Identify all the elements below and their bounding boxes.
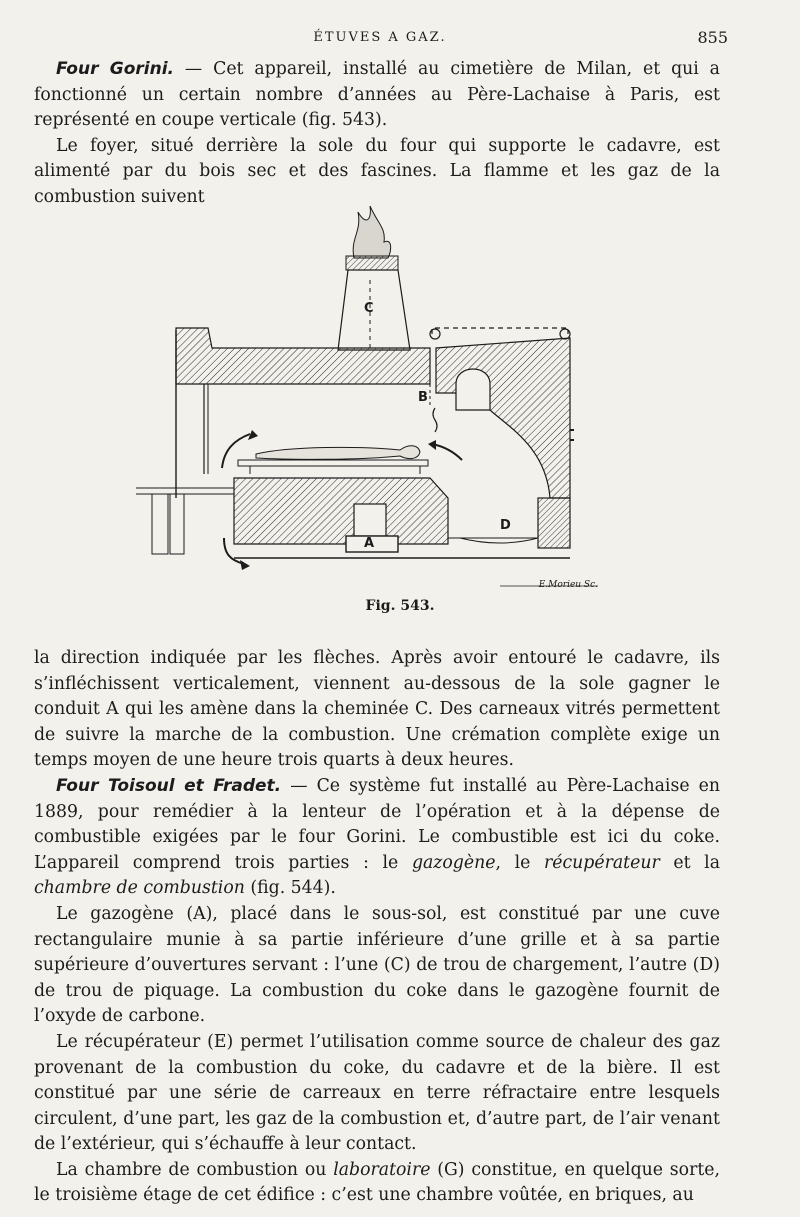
figure-label-a: A	[364, 536, 375, 551]
term-laboratoire: laboratoire	[333, 1159, 431, 1180]
figure-543	[130, 198, 600, 598]
paragraph-four-gorini	[34, 57, 720, 134]
paragraph-four-toisoul	[34, 774, 720, 902]
paragraph-direction: la direction indiquée par les flèches. Après avoir entouré le cadavre, ils s’infléchissent verticalement, viennent au-dessous de la sole gagner le conduit A qui les amène dans la cheminée C. Des carneaux vitrés permettent de suivre la marche de la combustion. Une crémation complète exige un temps moyen de une heure trois quarts à deux heures.	[34, 648, 720, 771]
paragraph-foyer: Le foyer, situé derrière la sole du four qui supporte le cadavre, est alimenté par du bois sec et des fascines. La flamme et les gaz de la combustion suivent	[34, 135, 720, 207]
bottom-text-block	[34, 646, 720, 1209]
paragraph-text: et la	[659, 852, 721, 873]
right-masonry	[436, 338, 574, 548]
figure-label-c: C	[364, 301, 374, 316]
paragraph-text: La chambre de combustion ou	[56, 1159, 334, 1180]
term-gazogene: gazogène	[411, 852, 496, 873]
figure-caption: Fig. 543.	[365, 598, 435, 614]
term-recuperateur: récupérateur	[544, 852, 660, 873]
paragraph-text: — Ce système fut installé au Père-Lachaise en 1889, pour remédier à la lenteur de l’opération et à la dépense de combustible exigées par le four Gorini. Le combustible est ici du coke. L’appareil comprend trois parties : le	[34, 775, 720, 873]
term-chambre-de-combustion: chambre de combustion	[34, 878, 245, 899]
paragraph-text: (fig. 544).	[244, 878, 336, 899]
flame-icon	[353, 206, 390, 258]
cadaver-on-tray	[238, 446, 428, 474]
running-head	[0, 26, 800, 50]
figure-label-b: B	[418, 390, 428, 405]
paragraph-text: (G) constitue, en quelque sorte, le troisième étage de cet édifice : c’est une chambre voûtée, en briques, au	[34, 1159, 720, 1206]
paragraph-chambre	[34, 1158, 720, 1209]
top-text-block	[34, 57, 720, 211]
page-number: 855	[697, 28, 728, 47]
paragraph-text: — Cet appareil, installé au cimetière de Milan, et qui a fonctionné un certain nombre d’années au Père-Lachaise à Paris, est représenté en coupe verticale (fig. 543).	[34, 59, 720, 131]
paragraph-text: , le	[495, 852, 544, 873]
figure-label-d: D	[500, 518, 511, 533]
engraver-signature: E.Morieu Sc.	[538, 580, 598, 590]
running-title: ÉTUVES A GAZ.	[313, 30, 447, 45]
paragraph-recuperateur: Le récupérateur (E) permet l’utilisation comme source de chaleur des gaz provenant de la combustion du coke, du cadavre et de la bière. Il est constitué par une série de carreaux en terre réfractaire entre lesquels circulent, d’une part, les gaz de la combustion et, d’autre part, de l’air venant de l’extérieur, qui s’échauffe à leur contact.	[34, 1031, 720, 1155]
run-in-heading-toisoul: Four Toisoul et Fradet.	[56, 775, 282, 796]
run-in-heading-gorini: Four Gorini.	[56, 59, 175, 79]
top-slab	[176, 328, 430, 498]
chimney	[338, 206, 410, 350]
paragraph-gazogene: Le gazogène (A), placé dans le sous-sol, est constitué par une cuve rectangulaire munie à sa partie inférieure d’une grille et à sa partie supérieure d’ouvertures servant : l’une (C) de trou de chargement, l’autre (D) de trou de piquage. La combustion du coke dans le gazogène fournit de l’oxyde de carbone.	[34, 903, 720, 1027]
